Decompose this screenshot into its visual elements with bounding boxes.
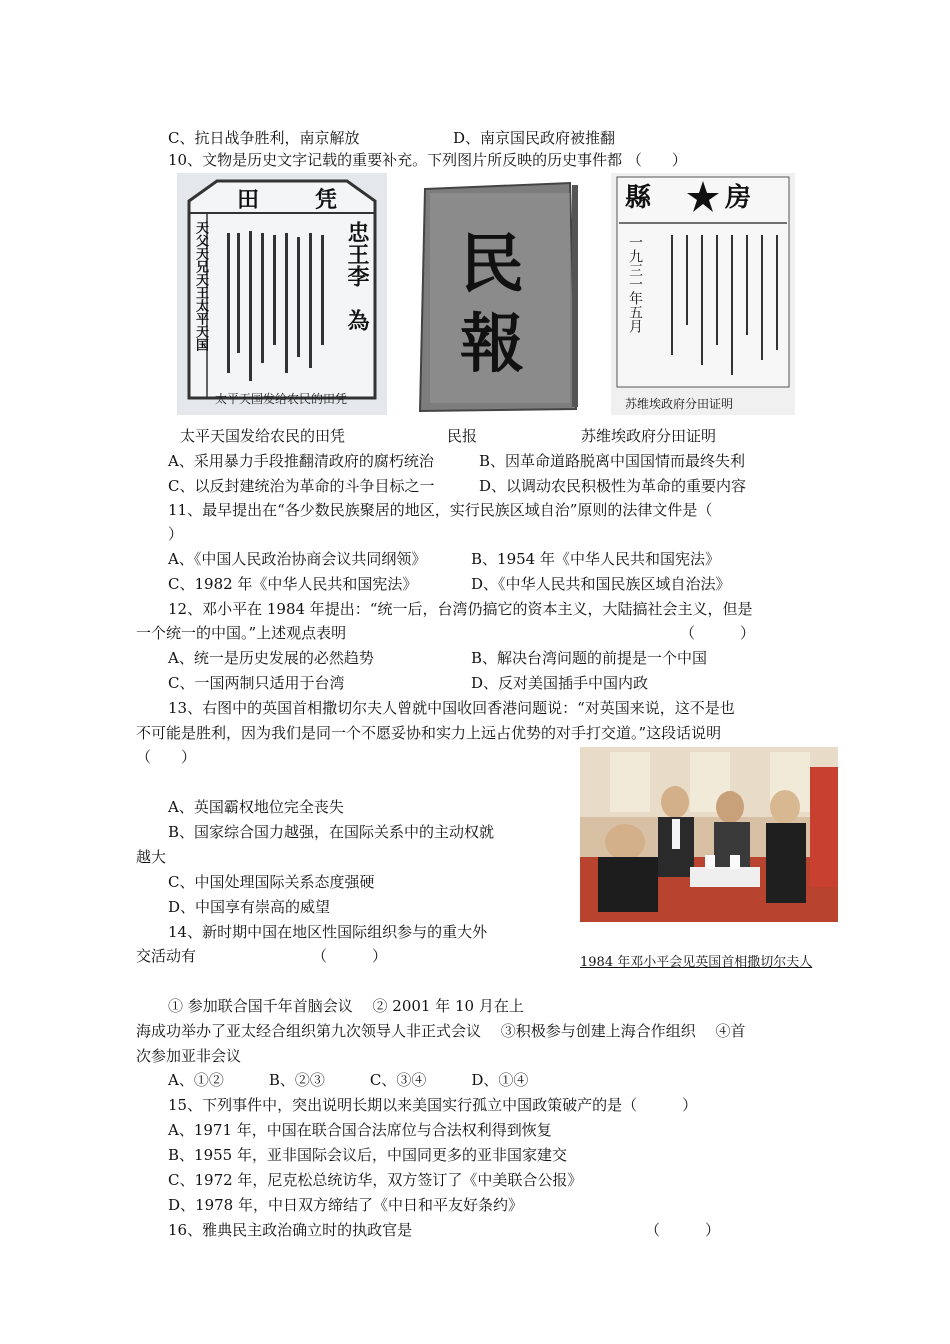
q13-stem-cont: 不可能是胜利，因为我们是同一个不愿妥协和实力上远占优势的对手打交道。”这段话说明 xyxy=(136,724,722,742)
q11-stem: 11、最早提出在“各少数民族聚居的地区，实行民族区域自治”原则的法律文件是（ xyxy=(168,501,713,519)
taiping-land-certificate-image xyxy=(177,173,387,415)
q13-option-b: B、国家综合国力越强，在国际关系中的主动权就 xyxy=(168,823,495,841)
img1-bottom-caption: 太平天国发给农民的田凭 xyxy=(214,392,347,406)
q15-option-d: D、1978 年，中日双方缔结了《中日和平友好条约》 xyxy=(168,1196,523,1214)
q12-paren: （ ） xyxy=(680,624,756,642)
q9-option-c: C、抗日战争胜利，南京解放 xyxy=(168,129,360,147)
q10-option-d: D、以调动农民积极性为革命的重要内容 xyxy=(479,477,747,495)
q15-option-a: A、1971 年，中国在联合国合法席位与合法权利得到恢复 xyxy=(168,1121,552,1139)
soviet-land-certificate-image xyxy=(611,173,795,415)
q16-paren: （ ） xyxy=(645,1221,721,1239)
q14-item-1-2: ① 参加联合国千年首脑会议 ② 2001 年 10 月在上 xyxy=(168,997,524,1015)
caption-taiping: 太平天国发给农民的田凭 xyxy=(180,427,346,445)
q13-option-c: C、中国处理国际关系态度强硬 xyxy=(168,873,375,891)
q14-options: A、①② B、②③ C、③④ D、①④ xyxy=(168,1071,529,1089)
q10-option-c: C、以反封建统治为革命的斗争目标之一 xyxy=(168,477,435,495)
img1-big-text: 忠王李 為 xyxy=(344,221,370,331)
q14-stem: 14、新时期中国在地区性国际组织参与的重大外 xyxy=(168,923,488,941)
q11-stem-cont: ） xyxy=(168,525,184,543)
img1-side-text: 天父天兄天王太平天国 xyxy=(193,221,208,351)
q15-stem: 15、下列事件中，突出说明长期以来美国实行孤立中国政策破产的是（ ） xyxy=(168,1096,698,1114)
img3-bottom-caption: 苏维埃政府分田证明 xyxy=(625,397,734,411)
q13-option-b-cont: 越大 xyxy=(136,848,167,866)
q14-items-cont-2: 次参加亚非会议 xyxy=(136,1047,242,1065)
q11-option-b: B、1954 年《中华人民共和国宪法》 xyxy=(471,550,720,568)
q12-stem-cont: 一个统一的中国。”上述观点表明 xyxy=(136,624,347,642)
q12-option-c: C、一国两制只适用于台湾 xyxy=(168,674,345,692)
q12-option-a: A、统一是历史发展的必然趋势 xyxy=(168,649,374,667)
q12-option-d: D、反对美国插手中国内政 xyxy=(471,674,649,692)
q14-stem-cont: 交活动有 xyxy=(136,947,197,965)
img2-big-text-1: 民 xyxy=(460,227,524,302)
img2-big-text-2: 報 xyxy=(460,307,524,382)
photo-caption: 1984 年邓小平会见英国首相撒切尔夫人 xyxy=(580,955,813,970)
q13-option-a: A、英国霸权地位完全丧失 xyxy=(168,798,344,816)
img1-header-text: 田 凭 xyxy=(237,187,342,213)
q9-option-d: D、南京国民政府被推翻 xyxy=(453,129,616,147)
q10-option-b: B、因革命道路脱离中国国情而最终失利 xyxy=(479,452,746,470)
caption-minbao: 民报 xyxy=(447,427,478,445)
deng-thatcher-photo xyxy=(580,747,838,922)
img3-header-text: 縣 房 xyxy=(625,183,776,213)
caption-soviet: 苏维埃政府分田证明 xyxy=(581,427,717,445)
q12-option-b: B、解决台湾问题的前提是一个中国 xyxy=(471,649,708,667)
q11-option-a: A、《中国人民政治协商会议共同纲领》 xyxy=(168,550,427,568)
q10-stem: 10、文物是历史文字记载的重要补充。下列图片所反映的历史事件都 （ ） xyxy=(168,151,687,169)
minbao-image xyxy=(390,173,608,415)
q15-option-c: C、1972 年，尼克松总统访华，双方签订了《中美联合公报》 xyxy=(168,1171,583,1189)
q13-option-d: D、中国享有崇高的威望 xyxy=(168,898,331,916)
q14-items-cont: 海成功举办了亚太经合组织第九次领导人非正式会议 ③积极参与创建上海合作组织 ④首 xyxy=(136,1022,746,1040)
q11-option-d: D、《中华人民共和国民族区域自治法》 xyxy=(471,575,731,593)
img3-date-text: 一九三一年五月 xyxy=(627,235,643,333)
q12-stem: 12、邓小平在 1984 年提出：“统一后，台湾仍搞它的资本主义，大陆搞社会主义，但是 xyxy=(168,600,753,618)
q10-option-a: A、采用暴力手段推翻清政府的腐朽统治 xyxy=(168,452,434,470)
q16-stem: 16、雅典民主政治确立时的执政官是 xyxy=(168,1221,413,1239)
q15-option-b: B、1955 年，亚非国际会议后，中国同更多的亚非国家建交 xyxy=(168,1146,567,1164)
q14-paren: （ ） xyxy=(312,947,388,965)
q13-stem: 13、右图中的英国首相撒切尔夫人曾就中国收回香港问题说：“对英国来说，这不是也 xyxy=(168,699,735,717)
q11-option-c: C、1982 年《中华人民共和国宪法》 xyxy=(168,575,418,593)
q13-paren: （ ） xyxy=(136,748,197,766)
